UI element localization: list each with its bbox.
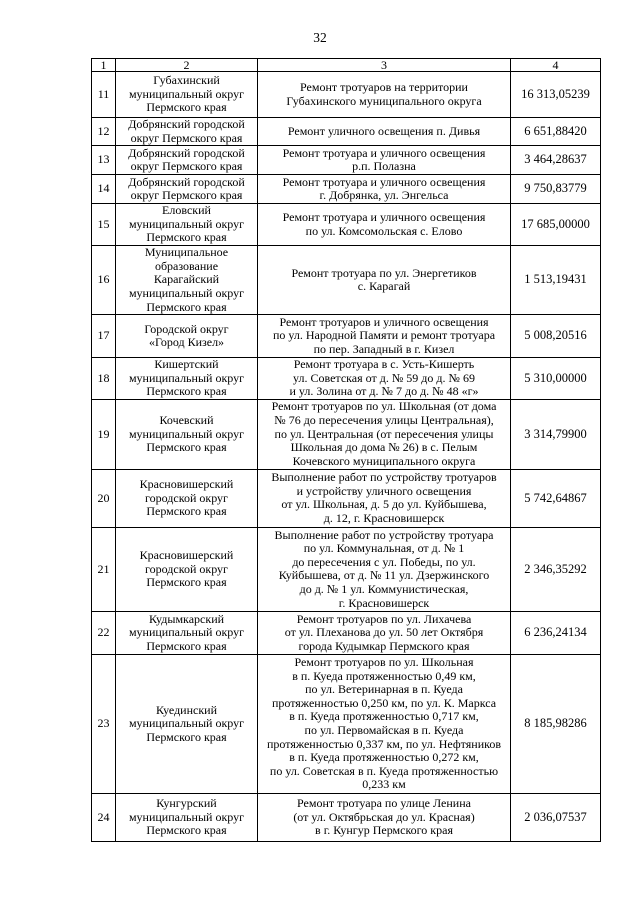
municipality-cell: Красновишерский городской округ Пермского края [116, 469, 258, 527]
amount-cell: 5 008,20516 [511, 315, 601, 358]
table-row [92, 146, 601, 175]
municipality-cell: Красновишерский городской округ Пермского края [116, 527, 258, 611]
table-row [92, 246, 601, 315]
municipality-cell: Кочевский муниципальный округ Пермского края [116, 399, 258, 469]
amount-cell: 2 346,35292 [511, 527, 601, 611]
amount-cell: 5 310,00000 [511, 358, 601, 400]
work-description-cell: Ремонт тротуара по ул. Энергетиков с. Карагай [258, 246, 511, 315]
amount-cell: 17 685,00000 [511, 204, 601, 246]
row-number: 23 [92, 654, 116, 793]
header-col-4: 4 [511, 59, 601, 72]
table-row [92, 175, 601, 204]
work-description-cell: Выполнение работ по устройству тротуаров и устройству уличного освещения от ул. Школьная, д. 5 до ул. Куйбышева, д. 12, г. Красновишерск [258, 469, 511, 527]
row-number: 12 [92, 118, 116, 146]
table-row [92, 654, 601, 793]
row-number: 19 [92, 399, 116, 469]
municipality-cell: Губахинский муниципальный округ Пермского края [116, 72, 258, 118]
table-row [92, 315, 601, 358]
amount-cell: 3 464,28637 [511, 146, 601, 175]
work-description-cell: Ремонт тротуаров на территории Губахинского муниципального округа [258, 72, 511, 118]
row-number: 15 [92, 204, 116, 246]
table-row [92, 469, 601, 527]
funding-table [91, 58, 601, 842]
table-row [92, 527, 601, 611]
table-row [92, 204, 601, 246]
row-number: 13 [92, 146, 116, 175]
municipality-cell: Кудымкарский муниципальный округ Пермского края [116, 611, 258, 654]
work-description-cell: Ремонт тротуара по улице Ленина (от ул. Октябрьская до ул. Красная) в г. Кунгур Пермского края [258, 793, 511, 841]
amount-cell: 5 742,64867 [511, 469, 601, 527]
row-number: 24 [92, 793, 116, 841]
work-description-cell: Ремонт уличного освещения п. Дивья [258, 118, 511, 146]
municipality-cell: Еловский муниципальный округ Пермского края [116, 204, 258, 246]
header-col-3: 3 [258, 59, 511, 72]
table-row [92, 611, 601, 654]
row-number: 16 [92, 246, 116, 315]
amount-cell: 6 651,88420 [511, 118, 601, 146]
work-description-cell: Ремонт тротуаров по ул. Школьная (от дома № 76 до пересечения улицы Центральная), по ул. Центральная (от пересечения улицы Школьная до дома № 26) в с. Пелым Кочевского муниципального округа [258, 399, 511, 469]
municipality-cell: Муниципальное образование Карагайский муниципальный округ Пермского края [116, 246, 258, 315]
table-row [92, 793, 601, 841]
row-number: 18 [92, 358, 116, 400]
row-number: 14 [92, 175, 116, 204]
work-description-cell: Ремонт тротуаров по ул. Лихачева от ул. Плеханова до ул. 50 лет Октября города Кудымкар Пермского края [258, 611, 511, 654]
table-row [92, 358, 601, 400]
amount-cell: 8 185,98286 [511, 654, 601, 793]
amount-cell: 2 036,07537 [511, 793, 601, 841]
work-description-cell: Выполнение работ по устройству тротуара по ул. Коммунальная, от д. № 1 до пересечения с ул. Победы, по ул. Куйбышева, от д. № 11 ул. Дзержинского до д. № 1 ул. Коммунистическая, г. Красновишерск [258, 527, 511, 611]
municipality-cell: Добрянский городской округ Пермского края [116, 118, 258, 146]
row-number: 22 [92, 611, 116, 654]
row-number: 17 [92, 315, 116, 358]
municipality-cell: Куединский муниципальный округ Пермского края [116, 654, 258, 793]
municipality-cell: Кишертский муниципальный округ Пермского края [116, 358, 258, 400]
table-row [92, 118, 601, 146]
amount-cell: 9 750,83779 [511, 175, 601, 204]
work-description-cell: Ремонт тротуара в с. Усть-Кишерть ул. Советская от д. № 59 до д. № 69 и ул. Золина от д. № 7 до д. № 48 «г» [258, 358, 511, 400]
row-number: 11 [92, 72, 116, 118]
municipality-cell: Добрянский городской округ Пермского края [116, 146, 258, 175]
municipality-cell: Добрянский городской округ Пермского края [116, 175, 258, 204]
work-description-cell: Ремонт тротуара и уличного освещения по ул. Комсомольская с. Елово [258, 204, 511, 246]
work-description-cell: Ремонт тротуара и уличного освещения г. Добрянка, ул. Энгельса [258, 175, 511, 204]
work-description-cell: Ремонт тротуаров по ул. Школьная в п. Куеда протяженностью 0,49 км, по ул. Ветеринарная в п. Куеда протяженностью 0,250 км, по ул. К. Маркса в п. Куеда протяженностью 0,717 км, по ул. Первомайская в п. Куеда протяженностью 0,337 км, по ул. Нефтяников в п. Куеда протяженностью 0,272 км, по ул. Советская в п. Куеда протяженностью 0,233 км [258, 654, 511, 793]
amount-cell: 6 236,24134 [511, 611, 601, 654]
row-number: 20 [92, 469, 116, 527]
table-row [92, 399, 601, 469]
amount-cell: 3 314,79900 [511, 399, 601, 469]
table-header-row [92, 59, 601, 72]
amount-cell: 1 513,19431 [511, 246, 601, 315]
municipality-cell: Городской округ «Город Кизел» [116, 315, 258, 358]
work-description-cell: Ремонт тротуаров и уличного освещения по ул. Народной Памяти и ремонт тротуара по пер. Западный в г. Кизел [258, 315, 511, 358]
table-row [92, 72, 601, 118]
municipality-cell: Кунгурский муниципальный округ Пермского края [116, 793, 258, 841]
amount-cell: 16 313,05239 [511, 72, 601, 118]
work-description-cell: Ремонт тротуара и уличного освещения р.п. Полазна [258, 146, 511, 175]
header-col-2: 2 [116, 59, 258, 72]
page-number: 32 [313, 30, 327, 45]
header-col-1: 1 [92, 59, 116, 72]
row-number: 21 [92, 527, 116, 611]
